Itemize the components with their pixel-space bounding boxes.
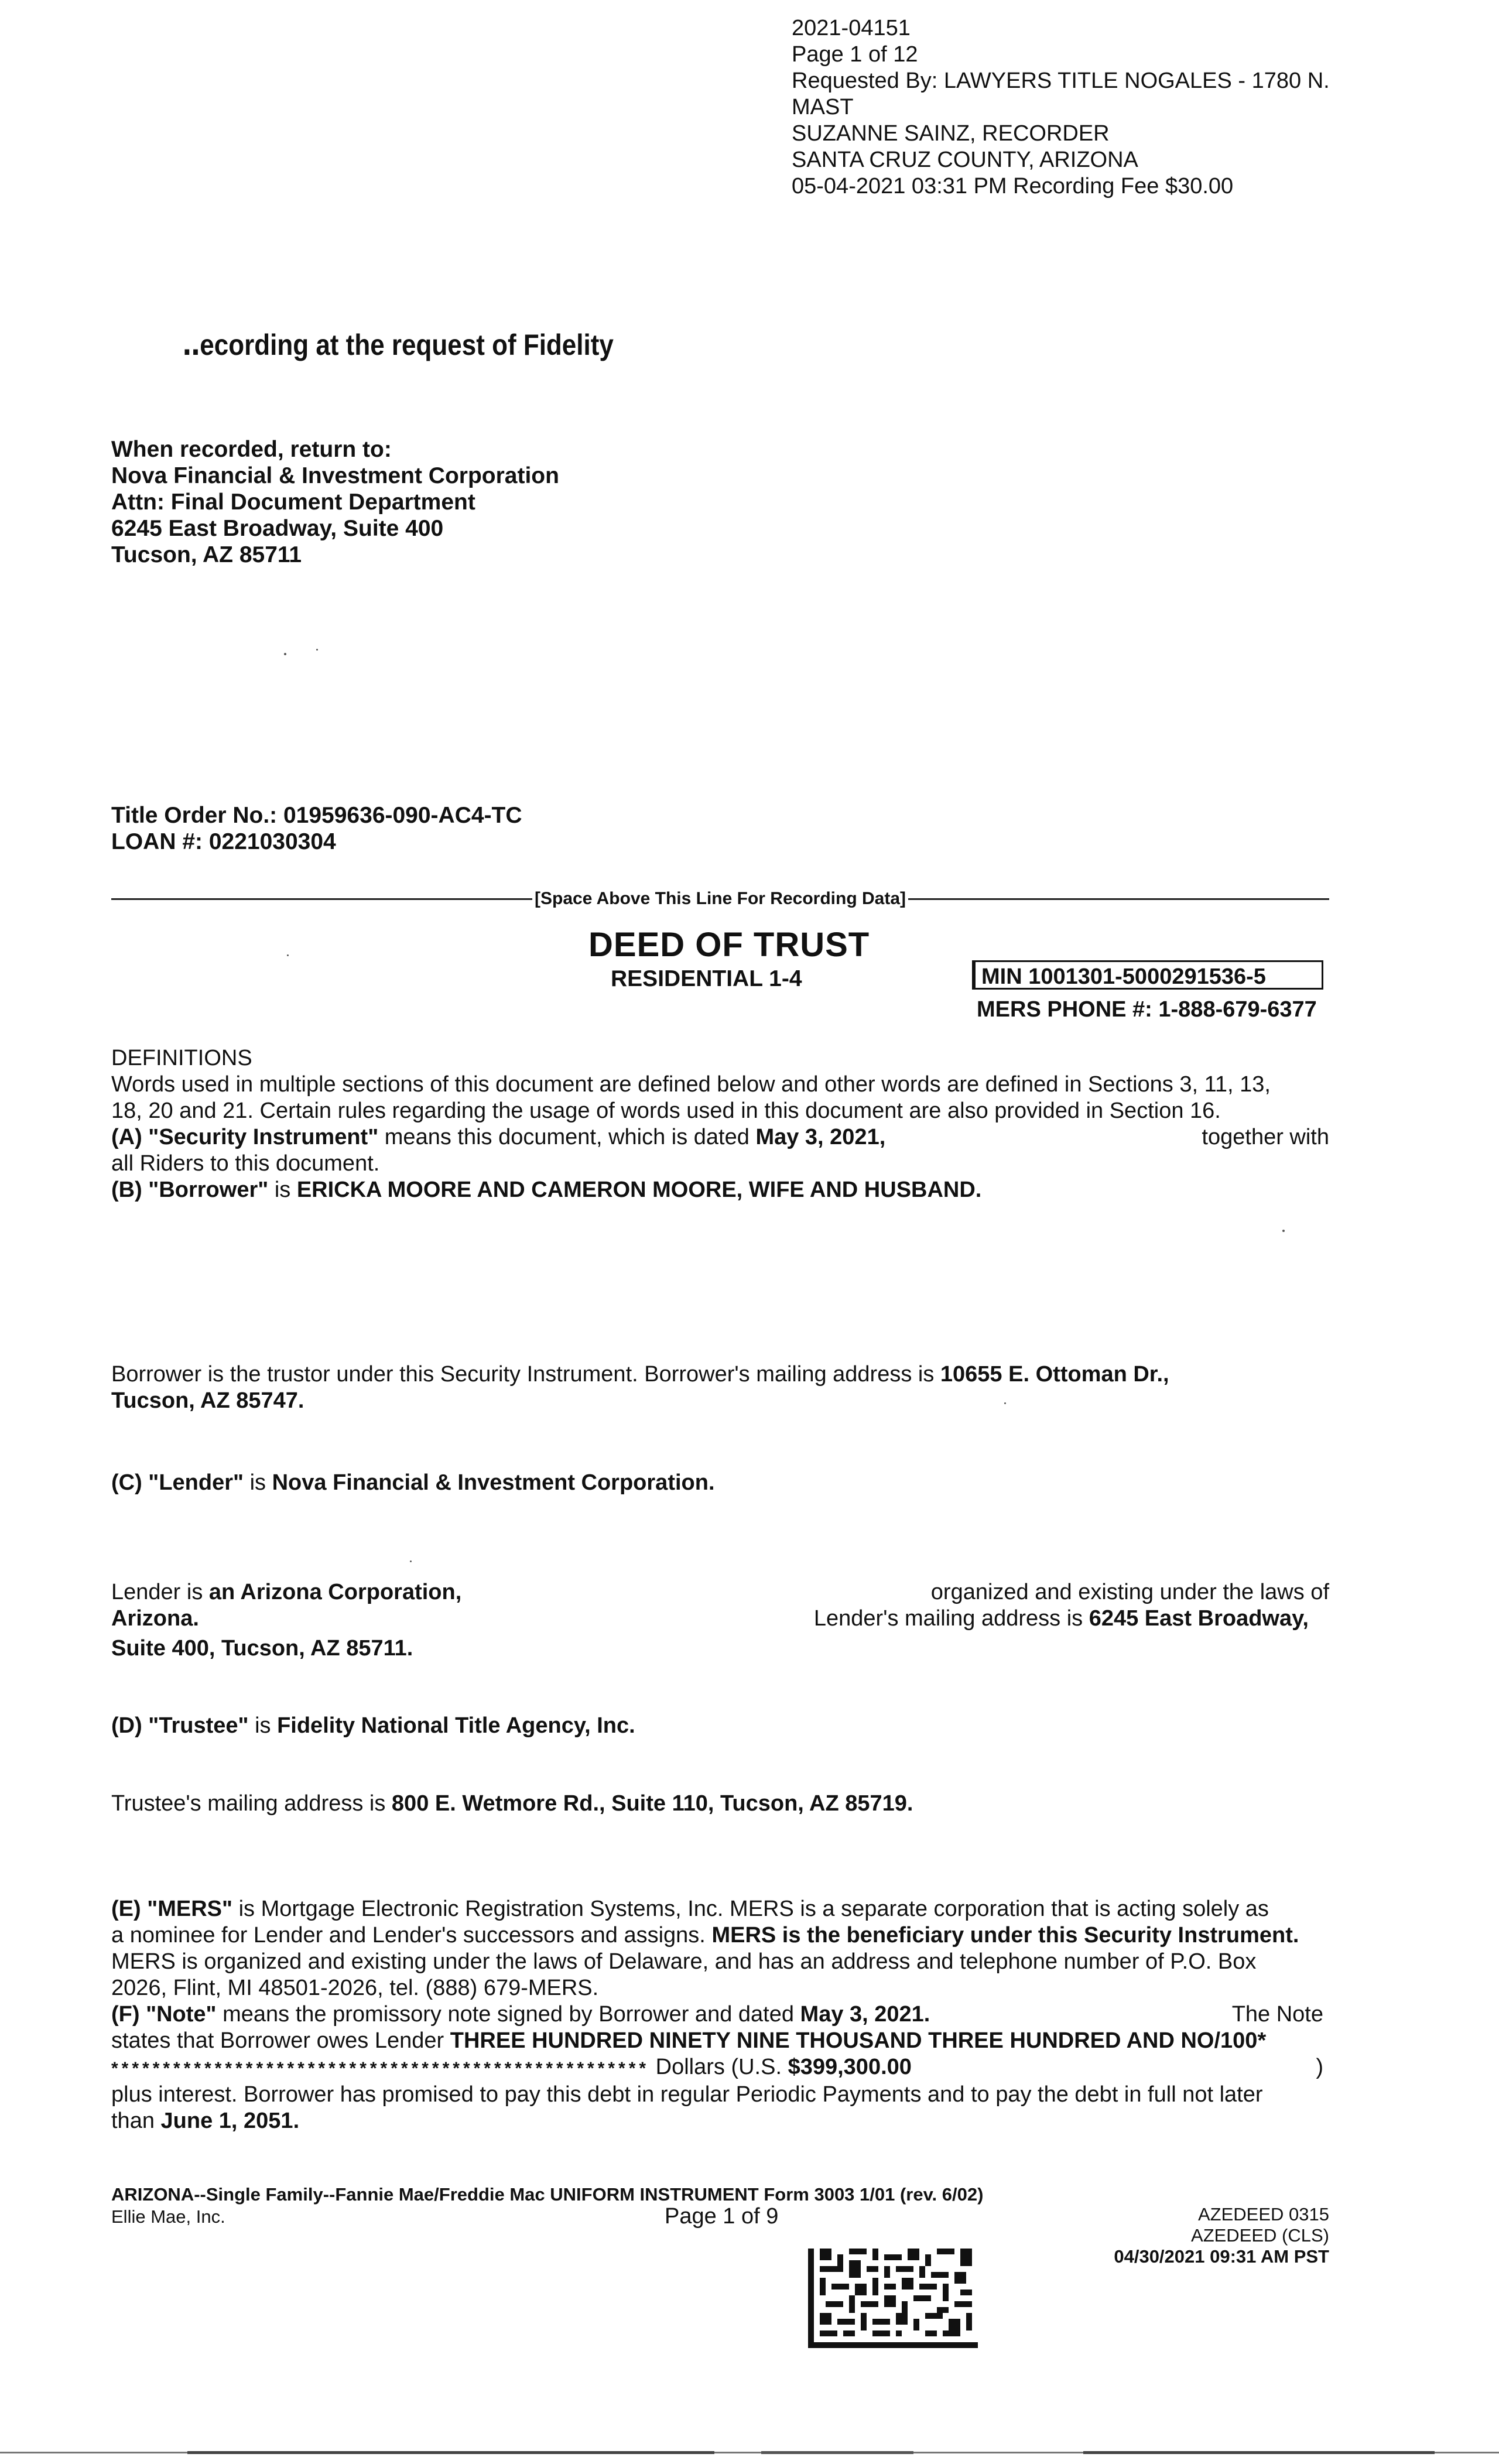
lender-details	[111, 1579, 1329, 1662]
definition-e-line3: MERS is organized and existing under the laws of Delaware, and has an address and telephone number of P.O. Box	[111, 1949, 1257, 1974]
scan-artifact-line	[0, 2451, 1499, 2455]
footer-codes	[1083, 2204, 1329, 2267]
definition-b	[111, 1177, 1329, 1203]
footer-code-2: AZEDEED (CLS)	[1191, 2225, 1329, 2246]
footer-page-number: Page 1 of 9	[665, 2204, 779, 2229]
amount-fill-stars: ****************************************************	[111, 2059, 650, 2078]
definition-f-owes-text: states that Borrower owes Lender	[111, 2028, 450, 2053]
trustee-address-value: 800 E. Wetmore Rd., Suite 110, Tucson, AZ 85719.	[391, 1791, 913, 1816]
mers-beneficiary-statement: MERS is the beneficiary under this Security Instrument.	[711, 1923, 1299, 1948]
definition-f-than: than	[111, 2109, 161, 2133]
note-amount-words: THREE HUNDRED NINETY NINE THOUSAND THREE HUNDRED AND NO/100*	[450, 2028, 1267, 2053]
definitions-e-f	[111, 1896, 1329, 2134]
trustee-name: Fidelity National Title Agency, Inc.	[277, 1713, 635, 1738]
definition-f-line1	[111, 2001, 1329, 2028]
definition-f-text: means the promissory note signed by Borrower and dated	[216, 2002, 800, 2027]
definition-c-label: (C) "Lender"	[111, 1470, 244, 1495]
recording-datetime-fee: 05-04-2021 03:31 PM Recording Fee $30.00	[792, 174, 1234, 199]
return-to-city: Tucson, AZ 85711	[111, 542, 302, 567]
return-to-street: 6245 East Broadway, Suite 400	[111, 516, 444, 541]
definitions-section	[111, 1045, 1329, 1203]
dollars-text: Dollars (U.S.	[649, 2055, 788, 2079]
definition-a	[111, 1124, 1329, 1151]
divider-rule-left	[111, 898, 532, 900]
definition-d	[111, 1713, 1329, 1739]
borrower-address-text: Borrower is the trustor under this Security Instrument. Borrower's mailing address is	[111, 1362, 940, 1387]
note-amount: $399,300.00	[788, 2055, 912, 2079]
divider-rule-right	[908, 898, 1329, 900]
recorder-name: SUZANNE SAINZ, RECORDER	[792, 121, 1110, 146]
definition-e-line2	[111, 1922, 1329, 1949]
definitions-intro-line2: 18, 20 and 21. Certain rules regarding the usage of words used in this document are also provided in Section 16.	[111, 1098, 1221, 1123]
scan-speck	[287, 954, 289, 956]
lender-address-street: 6245 East Broadway,	[1089, 1606, 1309, 1631]
scan-speck	[316, 649, 318, 651]
min-number-box: MIN 1001301-5000291536-5	[972, 960, 1323, 990]
recording-header	[792, 15, 1330, 200]
form-footer-line: ARIZONA--Single Family--Fannie Mae/Freddie Mac UNIFORM INSTRUMENT Form 3003 1/01 (rev. 6/02)	[111, 2184, 984, 2205]
definition-e-label: (E) "MERS"	[111, 1897, 233, 1921]
definition-e-text: is Mortgage Electronic Registration Systems, Inc. MERS is a separate corporation that is acting solely as	[232, 1897, 1269, 1921]
definition-d-text: is	[248, 1713, 278, 1738]
return-to-attn: Attn: Final Document Department	[111, 490, 475, 515]
definition-f-line3	[111, 2054, 1329, 2082]
recording-page: Page 1 of 12	[792, 42, 918, 67]
borrower-names: ERICKA MOORE AND CAMERON MOORE, WIFE AND HUSBAND.	[296, 1178, 982, 1202]
space-above-line-divider	[111, 887, 1329, 911]
definition-f-tail: The Note	[1231, 2002, 1323, 2027]
requested-by-cont: MAST	[792, 95, 854, 119]
document-subtitle: RESIDENTIAL 1-4	[611, 966, 802, 991]
definition-a-line2: all Riders to this document.	[111, 1151, 380, 1176]
barcode-icon	[808, 2249, 978, 2348]
borrower-address-city: Tucson, AZ 85747.	[111, 1388, 304, 1413]
definition-b-text: is	[268, 1178, 297, 1202]
definition-d-label: (D) "Trustee"	[111, 1713, 249, 1738]
definition-a-label: (A) "Security Instrument"	[111, 1125, 379, 1149]
title-order-number: Title Order No.: 01959636-090-AC4-TC	[111, 803, 522, 828]
scan-speck	[284, 653, 286, 655]
definition-f-line2	[111, 2028, 1329, 2054]
note-date: May 3, 2021.	[800, 2002, 930, 2027]
definition-f-line5	[111, 2108, 1329, 2134]
recording-number: 2021-04151	[792, 16, 911, 40]
trustee-address-text: Trustee's mailing address is	[111, 1791, 392, 1816]
footer-timestamp: 04/30/2021 09:31 AM PST	[1114, 2246, 1329, 2267]
lender-address-city: Suite 400, Tucson, AZ 85711.	[111, 1636, 413, 1661]
recorder-county: SANTA CRUZ COUNTY, ARIZONA	[792, 148, 1138, 172]
definition-b-label: (B) "Borrower"	[111, 1178, 269, 1202]
space-above-line-label: [Space Above This Line For Recording Data]	[535, 889, 906, 908]
definition-e-line1	[111, 1896, 1329, 1922]
recording-request-stamp: ․․ecording at the request of Fidelity	[183, 328, 614, 361]
document-title: DEED OF TRUST	[588, 926, 870, 964]
borrower-address	[111, 1361, 1329, 1414]
definition-a-tail: together with	[1202, 1125, 1329, 1149]
definition-a-date: May 3, 2021,	[755, 1125, 886, 1149]
definitions-heading: DEFINITIONS	[111, 1046, 252, 1070]
trustee-address	[111, 1791, 1329, 1817]
lender-name: Nova Financial & Investment Corporation.	[272, 1470, 715, 1495]
scan-speck	[1004, 1402, 1006, 1404]
definition-c-text: is	[244, 1470, 272, 1495]
borrower-address-street: 10655 E. Ottoman Dr.,	[940, 1362, 1169, 1387]
scan-speck	[1282, 1230, 1285, 1232]
return-to-company: Nova Financial & Investment Corporation	[111, 463, 559, 488]
definition-a-text: means this document, which is dated	[378, 1125, 756, 1149]
definition-f-label: (F) "Note"	[111, 2002, 217, 2027]
definition-c	[111, 1470, 1329, 1496]
title-order-block	[111, 802, 522, 855]
scan-speck	[410, 1560, 412, 1562]
mers-phone: MERS PHONE #: 1-888-679-6377	[977, 997, 1317, 1022]
footer-vendor: Ellie Mae, Inc.	[111, 2206, 225, 2227]
loan-number: LOAN #: 0221030304	[111, 829, 336, 854]
amount-close-paren: )	[1316, 2055, 1323, 2079]
requested-by: Requested By: LAWYERS TITLE NOGALES - 1780 N.	[792, 69, 1330, 93]
lender-org-text: organized and existing under the laws of	[930, 1580, 1329, 1604]
definition-f-line4: plus interest. Borrower has promised to pay this debt in regular Periodic Payments and to pay the debt in full not later	[111, 2082, 1263, 2107]
lender-is-text: Lender is	[111, 1580, 209, 1604]
footer-code-1: AZEDEED 0315	[1198, 2204, 1329, 2225]
definitions-intro-line1: Words used in multiple sections of this document are defined below and other words are defined in Sections 3, 11, 13,	[111, 1072, 1271, 1097]
return-to-block	[111, 436, 559, 568]
maturity-date: June 1, 2051.	[160, 2109, 300, 2133]
return-to-heading: When recorded, return to:	[111, 437, 392, 462]
definition-e-line2-text: a nominee for Lender and Lender's successors and assigns.	[111, 1923, 712, 1948]
lender-address-text: Lender's mailing address is	[813, 1606, 1089, 1631]
definition-e-line4: 2026, Flint, MI 48501-2026, tel. (888) 679-MERS.	[111, 1976, 599, 2000]
lender-type: an Arizona Corporation,	[208, 1580, 462, 1604]
lender-state: Arizona.	[111, 1606, 199, 1631]
